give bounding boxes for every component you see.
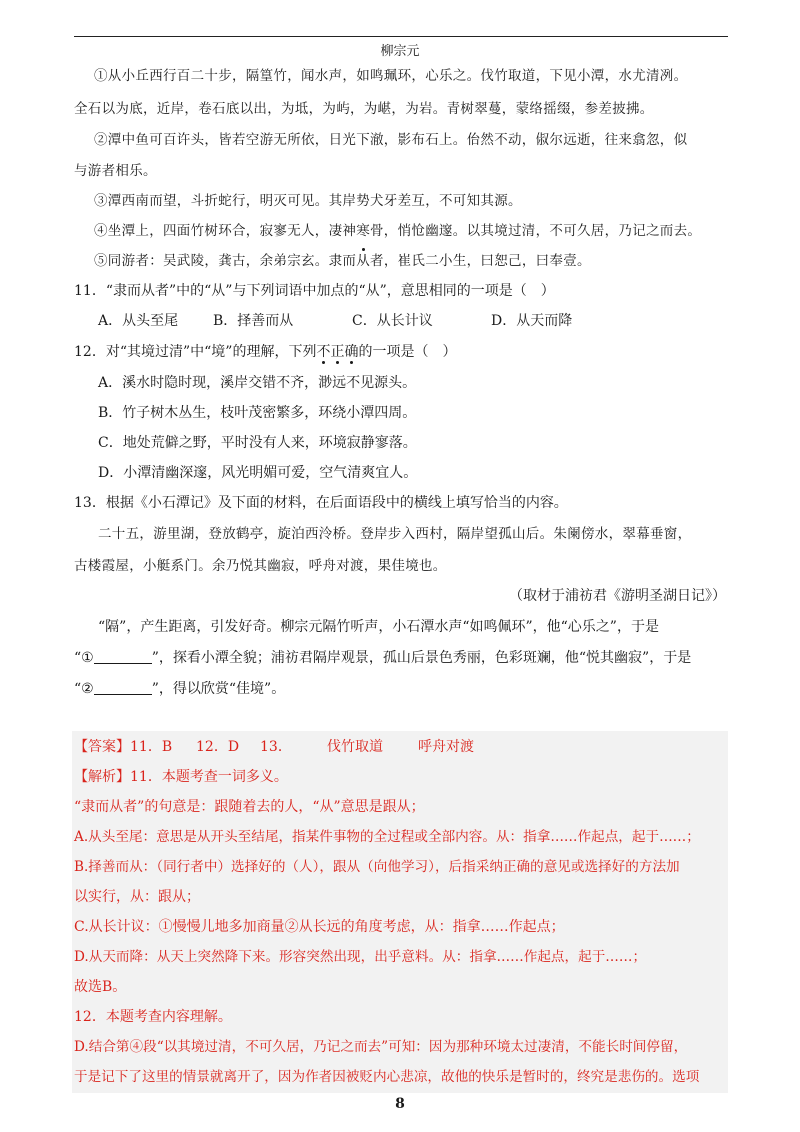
answer-12: 12．D bbox=[196, 739, 240, 755]
q13-para-line-3 bbox=[74, 679, 285, 699]
analysis-line-9: 12．本题考查内容理解。 bbox=[74, 1009, 232, 1025]
answer-13-blank-1: 伐竹取道 bbox=[327, 739, 383, 755]
q12-option-a: A．溪水时隐时现，溪岸交错不齐，渺远不见源头。 bbox=[98, 375, 417, 391]
q12-dotted-3: 确 bbox=[344, 344, 359, 360]
analysis-line-6: C.从长计议：①慢慢儿地多加商量②从长远的角度考虑，从：指拿……作起点； bbox=[74, 919, 565, 935]
passage-p5-after: 者，崔氏二小生，曰恕己，曰奉壹。 bbox=[370, 253, 591, 269]
q12-dotted-2: 正 bbox=[330, 344, 345, 360]
analysis-line-4: B.择善而从：（同行者中）选择好的（人），跟从（向他学习），后指采纳正确的意见或选择好的方法加 bbox=[74, 859, 680, 875]
analysis-line-2: “隶而从者”的句意是：跟随着去的人，“从”意思是跟从； bbox=[74, 799, 425, 815]
passage-p5-before: ⑤同游者：吴武陵，龚古，余弟宗玄。隶而 bbox=[94, 253, 357, 269]
q12-option-b: B．竹子树木丛生，枝叶茂密繁多，环绕小潭四周。 bbox=[98, 405, 417, 421]
analysis-line-11: 于是记下了这里的情景就离开了，因为作者因被贬内心悲凉，故他的快乐是暂时的，终究是悲伤的。选项 bbox=[74, 1069, 700, 1085]
answer-13-blank-2: 呼舟对渡 bbox=[418, 739, 474, 755]
passage-line-1: ①从小丘西行百二十步，隔篁竹，闻水声，如鸣珮环，心乐之。伐竹取道，下见小潭，水尤清冽。 bbox=[94, 68, 688, 84]
analysis-line-5: 以实行，从：跟从； bbox=[74, 889, 200, 905]
q13-blank2-open: “② bbox=[74, 681, 94, 697]
page-number: 8 bbox=[395, 1096, 405, 1112]
passage-line-4: 与游者相乐。 bbox=[74, 163, 157, 179]
passage-line-7 bbox=[94, 251, 591, 271]
dotted-char-cong: 从 bbox=[356, 253, 371, 269]
passage-author: 柳宗元 bbox=[380, 44, 420, 59]
q11-option-d: D．从天而降 bbox=[491, 313, 573, 329]
passage-line-2: 全石以为底，近岸，卷石底以出，为坻，为屿，为嵁，为岩。青树翠蔓，蒙络摇缀，参差披拂。 bbox=[74, 101, 654, 117]
q13-blank-1 bbox=[94, 649, 152, 664]
q11-option-c: C．从长计议 bbox=[352, 313, 433, 329]
analysis-line-7: D.从天而降：从天上突然降下来。形容突然出现，出乎意料。从：指拿……作起点，起于……； bbox=[74, 949, 647, 965]
q12-option-d: D．小潭清幽深邃，风光明媚可爱，空气清爽宜人。 bbox=[98, 465, 418, 481]
passage-line-6: ④坐潭上，四面竹树环合，寂寥无人，凄神寒骨，悄怆幽邃。以其境过清，不可久居，乃记之而去。 bbox=[94, 223, 702, 239]
analysis-line-8: 故选B。 bbox=[74, 979, 127, 995]
q13-para-line-3-rest: ”，得以欣赏“佳境”。 bbox=[151, 681, 286, 697]
q11-option-b: B．择善而从 bbox=[213, 313, 294, 329]
q12-stem-after: 的一项是（ ） bbox=[358, 344, 457, 360]
q12-dotted-1: 不 bbox=[316, 344, 331, 360]
analysis-line-10: D.结合第④段“以其境过清，不可久居，乃记之而去”可知：因为那种环境太过凄清，不能长时间停留， bbox=[74, 1039, 688, 1055]
header-rule bbox=[74, 36, 728, 37]
q11-option-a: A．从头至尾 bbox=[98, 313, 179, 329]
q13-para-line-1: “隔”，产生距离，引发好奇。柳宗元隔竹听声，小石潭水声“如鸣佩环”，他“心乐之”，于是 bbox=[98, 619, 659, 635]
q13-para-line-2 bbox=[74, 648, 691, 668]
q13-stem: 13．根据《小石潭记》及下面的材料，在后面语段中的横线上填写恰当的内容。 bbox=[74, 495, 568, 511]
q13-blank-2 bbox=[94, 680, 152, 695]
q11-stem: 11．“隶而从者”中的“从”与下列词语中加点的“从”，意思相同的一项是（ ） bbox=[74, 283, 555, 299]
q12-stem-before: 12．对“其境过清”中“境”的理解，下列 bbox=[74, 344, 317, 360]
q12-option-c: C．地处荒僻之野，平时没有人来，环境寂静寥落。 bbox=[98, 435, 417, 451]
q13-material-line-2: 古楼霞屋，小艇系门。余乃悦其幽寂，呼舟对渡，果佳境也。 bbox=[74, 558, 447, 574]
q12-stem bbox=[74, 342, 456, 362]
answer-13: 13． bbox=[260, 739, 292, 755]
analysis-line-1: 【解析】11．本题考查一词多义。 bbox=[74, 769, 288, 785]
answer-11: 11．B bbox=[130, 739, 173, 755]
q13-blank1-open: “① bbox=[74, 650, 94, 666]
q13-source: （取材于浦祊君《游明圣湖日记》） bbox=[509, 588, 726, 604]
q13-material-line-1: 二十五，游里湖，登放鹤亭，旋泊西泠桥。登岸步入西村，隔岸望孤山后。朱阑傍水，翠幕垂窗， bbox=[98, 526, 692, 542]
answer-label: 【答案】 bbox=[74, 739, 130, 755]
q13-para-line-2-rest: ”，探看小潭全貌；浦祊君隔岸观景，孤山后景色秀丽，色彩斑斓，他“悦其幽寂”，于是 bbox=[151, 650, 692, 666]
passage-line-5: ③潭西南而望，斗折蛇行，明灭可见。其岸势犬牙差互，不可知其源。 bbox=[94, 193, 522, 209]
passage-line-3: ②潭中鱼可百许头，皆若空游无所依，日光下澈，影布石上。佁然不动，俶尔远逝，往来翕忽，似 bbox=[94, 132, 688, 148]
analysis-line-3: A.从头至尾：意思是从开头至结尾，指某件事物的全过程或全部内容。从：指拿……作起点，起于……； bbox=[74, 829, 700, 845]
